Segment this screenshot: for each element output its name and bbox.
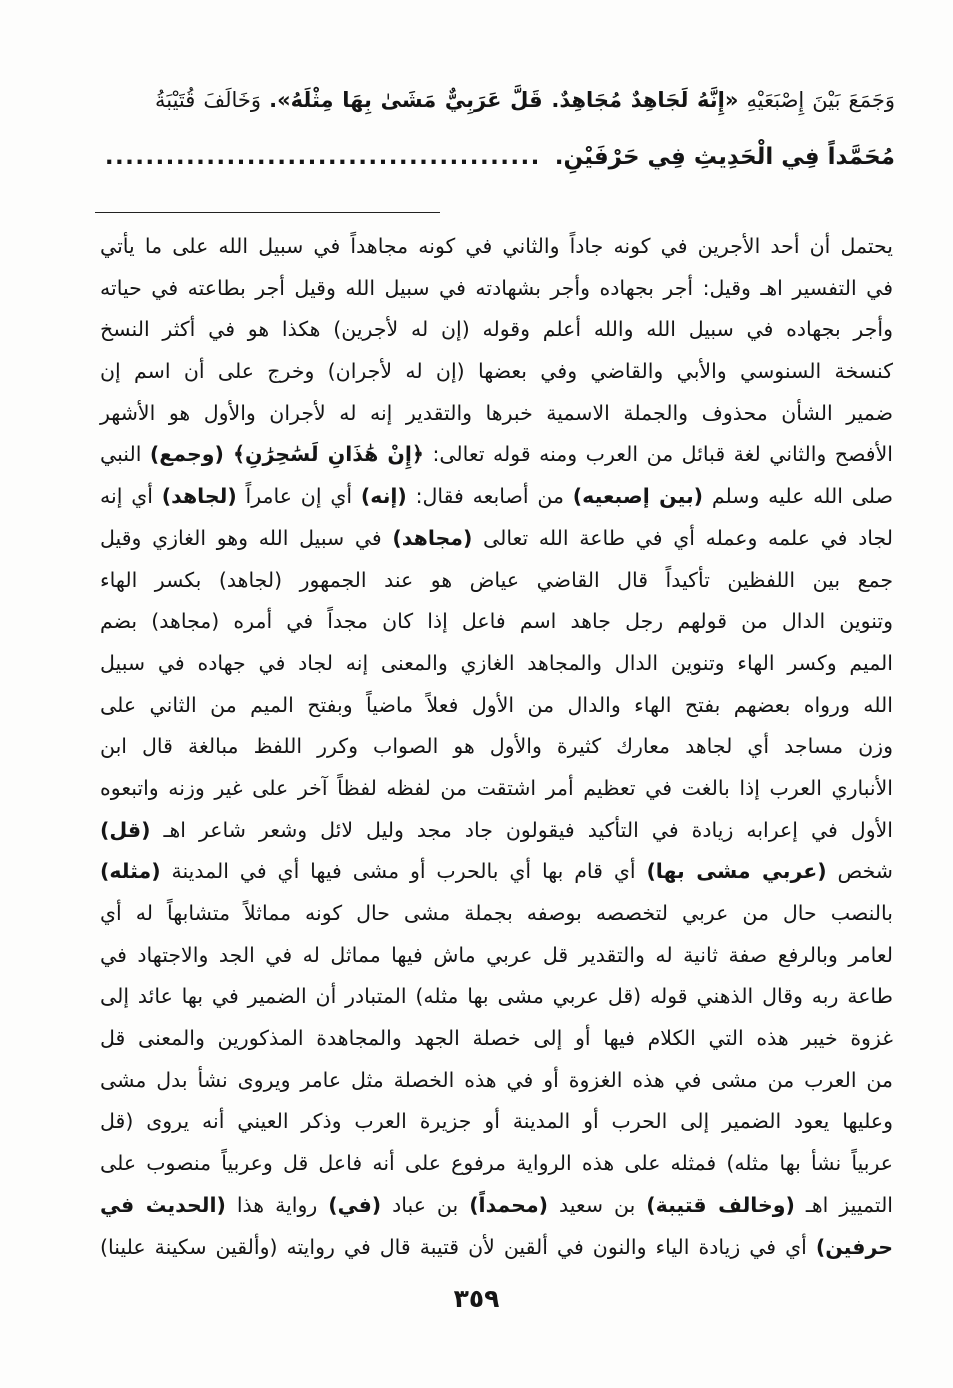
commentary-line [100,1060,893,1102]
text-segment: في سبيل الله وهو الغازي وقيل [100,525,393,550]
bold-term: (مجاهد) [392,525,473,550]
page-number: ٣٥٩ [453,1284,500,1313]
text-segment: لعامر وبالرفع صفة ثانية له والتقدير قل عربي ماش فيها مماثل له في الجد والاجتهاد في [100,942,893,967]
text-segment: يحتمل أن أحد الأجرين في كونه جاداً والثاني في كونه مجاهداً في سبيل الله على ما يأتي [100,234,893,258]
hadith-text-block [104,72,895,186]
text-segment: شخص [826,859,893,884]
text-segment: النبي [100,442,150,467]
commentary-line [100,935,893,977]
bold-term: حرفين) [815,1234,893,1259]
dotted-leader: ........................................... [104,144,541,170]
bold-term: (في) [328,1192,382,1217]
text-segment: الأنباري العرب إذا بالغت في تعظيم أمر اشتقت من لفظه لفظاً آخر على غير وزنه واتبعوه [100,775,893,800]
commentary-line [100,685,893,727]
commentary-line [100,726,893,768]
commentary-line [100,1143,893,1185]
commentary-line [100,1018,893,1060]
bold-term: (وجمع) [149,442,224,467]
text-segment: ضمير الشأن محذوف والجملة الاسمية خبرها والتقدير إنه له لأجران والأول هو الأشهر [100,400,893,425]
footnote-separator [95,212,440,213]
commentary-line [100,393,893,435]
text-segment: وعليها يعود الضمير إلى الحرب أو المدينة أو جزيرة العرب وذكر العيني أنه يروى (قل [100,1109,893,1134]
commentary-line [100,1101,893,1143]
text-segment: الله ورواه بعضهم بفتح الهاء والدال من الأول فعلاً ماضياً وبفتح الميم من الثاني على [100,692,893,717]
bold-term: (إنه) [360,484,407,509]
bold-term: (لجاهد) [161,484,237,509]
commentary-line [100,601,893,643]
text-segment: أي إنه [100,484,162,509]
text-segment: عربياً نشأ بها مثله) فمثله على هذه الرواية مرفوع على أنه فاعل قل وعربياً منصوب على [100,1151,893,1176]
hadith-line [104,129,895,186]
text-segment: من العرب من مشى في هذه الغزوة أو في هذه الخصلة مثل عامر ويروى نشأ بدل مشى [100,1067,893,1092]
text-segment: التمييز اهـ [794,1192,894,1217]
commentary-line [100,351,893,393]
text-segment: لجاد في علمه وعمله أي في طاعة الله تعالى [472,525,893,550]
commentary-line [100,309,893,351]
commentary-line [100,810,893,852]
commentary-line [100,976,893,1018]
commentary-line [100,1227,893,1269]
text-segment: جمع بين اللفظين تأكيداً قال القاضي عياض هو عند الجمهور (لجاهد) بكسر الهاء [100,567,893,592]
hadith-narration-segment: وَجَمَعَ بَيْنَ إِصْبَعَيْهِ [738,88,895,112]
bold-term: (قل) [100,817,151,842]
commentary-line [100,476,893,518]
text-segment: أي قام بها أي بالحرب أو مشى فيها أي في المدينة [160,859,647,884]
hadith-line [155,72,895,129]
text-segment: من أصابعه فقال: [406,484,573,509]
text-segment: صلى الله عليه وسلم [703,484,893,509]
commentary-line [100,851,893,893]
hadith-narration-segment: وَخَالَفَ قُتَيْبَةُ [155,88,270,112]
text-segment: في التفسير اهـ وقيل: أجر بجهاده وأجر بشهادته في سبيل الله وقيل أجر بطاعته في حياته [100,275,893,300]
text-segment: الأول في إعرابه زيادة في التأكيد فيقولون جاد مجد وليل لائل وشعر شاعر اهـ [150,817,893,842]
commentary-line [100,893,893,935]
commentary-line [100,560,893,602]
text-segment: بالنصب حال من عربي لتخصصه بوصفه بجملة مشى حال كونه مماثلاً متشابهاً له أي [100,901,893,925]
bold-term: (بين إصبعيه) [572,484,704,509]
bold-term: (مثله) [100,859,161,884]
text-segment: بن عباد [381,1192,470,1217]
commentary-line [100,434,893,476]
commentary-line [100,268,893,310]
hadith-narration-segment: مُحَمَّداً فِي الْحَدِيثِ فِي حَرْفَيْنِ. [554,144,895,170]
text-segment: كنسخة السنوسي والأبي والقاضي وفي بعضها (إن له لأجران) وخرج على أن اسم إن [100,359,893,384]
text-segment: الأفصح والثاني لغة قبائل من العرب ومنه قوله تعالى: [423,442,893,467]
bold-term: (الحديث في [100,1192,226,1217]
text-segment: وزن مساجد أي لجاهد معارك كثيرة والأول هو الصواب وكرر اللفظ مبالغة قال ابن [100,734,893,759]
bold-term: (وخالف قتيبة) [646,1192,795,1217]
commentary-line [100,226,893,268]
text-segment: رواية هذا [225,1192,329,1217]
text-segment: بن سعيد [548,1192,647,1217]
quran-verse: ﴿إِنْ هَٰذَانِ لَسَٰحِرَٰنِ﴾ [223,442,424,467]
commentary-line [100,518,893,560]
text-segment: غزوة خيبر هذه التي الكلام فيها أو إلى خصلة الجهد والمجاهدة المذكورين والمعنى قل [100,1026,893,1051]
text-segment: الميم وكسر الهاء وتنوين الدال والمجاهد الغازي والمعنى إنه لجاد في جهاده في سبيل [100,650,893,675]
commentary-block [100,226,893,1268]
commentary-line [100,1185,893,1227]
text-segment: أي إن عامراً [236,484,361,509]
text-segment: طاعة ربه وقال الذهني قوله (قل عربي مشى بها مثله) المتبادر أن الضمير في بها عائد إلى [100,984,893,1009]
text-segment: وأجر بجهاده في سبيل الله والله أعلم وقوله (إن له لأجرين) هكذا هو في أكثر النسخ [100,317,893,342]
commentary-line [100,643,893,685]
text-segment: أي في زيادة الياء والنون في ألقين لأن قتيبة قال في روايته (وألقين سكينة علينا) [100,1234,816,1259]
hadith-quote-segment: «إِنَّهُ لَجَاهِدٌ مُجَاهِدٌ. قَلَّ عَرَبِيٌّ مَشَىٰ بِهَا مِثْلَهُ». [269,88,739,112]
bold-term: (عربي مشى بها) [646,859,827,884]
commentary-line [100,768,893,810]
text-segment: وتنوين الدال من قولهم رجل جاهد اسم فاعل إذا كان مجداً في أمره (مجاهد) بضم [100,609,893,634]
bold-term: (محمداً) [469,1192,549,1217]
